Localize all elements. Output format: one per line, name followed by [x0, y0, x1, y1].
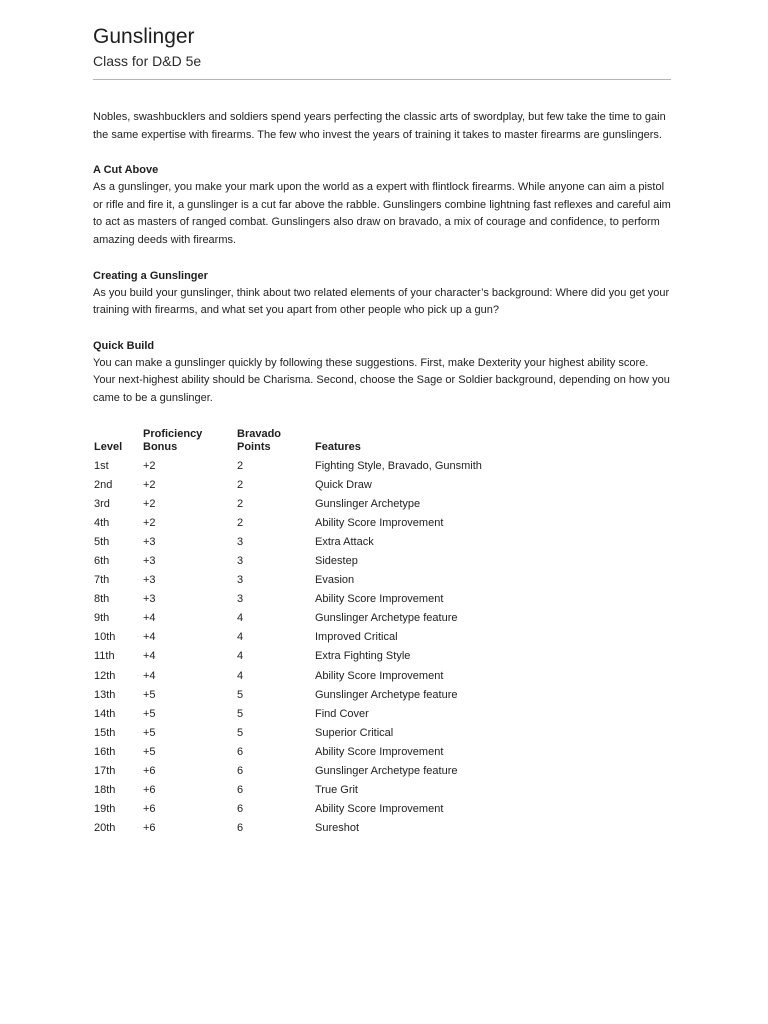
- cell-proficiency-bonus: +6: [143, 803, 156, 816]
- table-row: [93, 647, 615, 666]
- cell-level: 19th: [94, 803, 116, 816]
- cell-bravado-points: 5: [237, 688, 244, 701]
- cell-features: Gunslinger Archetype feature: [315, 765, 458, 778]
- cell-level: 10th: [94, 631, 116, 644]
- cell-proficiency-bonus: +5: [143, 726, 156, 739]
- table-row: [93, 743, 615, 762]
- cell-proficiency-bonus: +5: [143, 707, 156, 720]
- cell-proficiency-bonus: +2: [143, 459, 156, 472]
- column-header-bravado-points: Bravado Points: [237, 427, 282, 454]
- gunslinger-level-table: [93, 428, 615, 839]
- table-row: [93, 609, 615, 628]
- cell-features: Gunslinger Archetype: [315, 497, 421, 510]
- cell-proficiency-bonus: +6: [143, 765, 156, 778]
- column-header-proficiency-bonus: Proficiency Bonus: [143, 427, 203, 454]
- cell-proficiency-bonus: +3: [143, 574, 156, 587]
- table-header-row: [93, 428, 615, 457]
- cell-level: 6th: [94, 555, 110, 567]
- cell-features: Gunslinger Archetype feature: [315, 688, 458, 701]
- table-row: [93, 571, 615, 590]
- cell-proficiency-bonus: +5: [143, 688, 156, 701]
- column-header-level: Level: [94, 441, 123, 454]
- cell-level: 7th: [94, 574, 110, 587]
- cell-proficiency-bonus: +4: [143, 631, 156, 644]
- page-title: Gunslinger: [93, 25, 195, 48]
- section-heading: Creating a Gunslinger: [93, 269, 208, 282]
- cell-bravado-points: 5: [237, 726, 244, 739]
- cell-features: Extra Attack: [315, 535, 374, 548]
- section-creating-a-gunslinger: [93, 268, 673, 320]
- cell-features: Ability Score Improvement: [315, 593, 444, 606]
- section-quick-build: [93, 338, 673, 408]
- cell-bravado-points: 5: [237, 707, 244, 720]
- cell-level: 4th: [94, 516, 110, 529]
- cell-bravado-points: 3: [237, 535, 244, 548]
- cell-bravado-points: 6: [237, 803, 244, 816]
- cell-features: Fighting Style, Bravado, Gunsmith: [315, 459, 482, 472]
- table-row: [93, 628, 615, 647]
- table-row: [93, 819, 615, 838]
- cell-bravado-points: 4: [237, 669, 244, 682]
- cell-level: 2nd: [94, 478, 113, 491]
- cell-proficiency-bonus: +3: [143, 593, 156, 606]
- cell-level: 3rd: [94, 497, 110, 510]
- cell-features: Sidestep: [315, 555, 358, 567]
- cell-bravado-points: 3: [237, 555, 244, 567]
- cell-proficiency-bonus: +6: [143, 822, 156, 835]
- cell-bravado-points: 6: [237, 784, 244, 797]
- cell-proficiency-bonus: +3: [143, 535, 156, 548]
- table-row: [93, 800, 615, 819]
- cell-level: 11th: [94, 650, 115, 663]
- table-row: [93, 686, 615, 705]
- cell-level: 16th: [94, 745, 116, 758]
- title-divider: [93, 79, 671, 80]
- cell-features: Ability Score Improvement: [315, 803, 444, 816]
- cell-features: Ability Score Improvement: [315, 745, 444, 758]
- cell-bravado-points: 6: [237, 822, 244, 835]
- table-row: [93, 724, 615, 743]
- cell-bravado-points: 2: [237, 478, 244, 491]
- table-row: [93, 476, 615, 495]
- cell-level: 14th: [94, 707, 116, 720]
- table-row: [93, 590, 615, 609]
- table-row: [93, 514, 615, 533]
- cell-proficiency-bonus: +4: [143, 650, 156, 663]
- section-heading: A Cut Above: [93, 164, 159, 177]
- cell-proficiency-bonus: +4: [143, 669, 156, 682]
- cell-level: 8th: [94, 593, 110, 606]
- cell-bravado-points: 6: [237, 745, 244, 758]
- cell-features: Find Cover: [315, 707, 369, 720]
- section-text: As a gunslinger, you make your mark upon the world as a expert with flintlock firearms. While anyone can aim a pistol or rifle and fire it, a gunslinger is a cut far above the rabble. Gunslingers combine lightning fast reflexes and careful aim to act as masters of ranged combat. Gunslingers also draw on bravado, a mix of courage and confidence, to perform amazing deeds with firearms.: [93, 181, 671, 246]
- section-heading: Quick Build: [93, 339, 155, 352]
- cell-features: Quick Draw: [315, 478, 372, 491]
- cell-features: Extra Fighting Style: [315, 650, 411, 663]
- section-text: As you build your gunslinger, think about two related elements of your character’s background: Where did you get your training with firearms, and what set you apart from other people who pick up a gun?: [93, 286, 670, 317]
- cell-proficiency-bonus: +5: [143, 745, 156, 758]
- cell-proficiency-bonus: +3: [143, 555, 156, 567]
- cell-bravado-points: 4: [237, 612, 244, 625]
- table-body: [93, 457, 615, 839]
- column-header-features: Features: [315, 441, 361, 454]
- cell-proficiency-bonus: +2: [143, 516, 156, 529]
- cell-features: True Grit: [315, 784, 358, 797]
- section-text: You can make a gunslinger quickly by following these suggestions. First, make Dexterity your highest ability score. Your next-highest ability should be Charisma. Second, choose the Sage or Soldier background, depending on how you came to be a gunslinger.: [93, 356, 670, 404]
- cell-level: 5th: [94, 535, 110, 548]
- cell-features: Sureshot: [315, 822, 360, 835]
- cell-bravado-points: 2: [237, 497, 244, 510]
- cell-level: 9th: [94, 612, 110, 625]
- cell-proficiency-bonus: +2: [143, 478, 156, 491]
- document-page: [93, 24, 673, 838]
- cell-bravado-points: 3: [237, 574, 244, 587]
- table-row: [93, 457, 615, 476]
- table-row: [93, 762, 615, 781]
- intro-paragraph: Nobles, swashbucklers and soldiers spend years perfecting the classic arts of swordplay, but few take the time to gain the same expertise with firearms. The few who invest the years of training it takes to master firearms are gunslingers.: [93, 111, 666, 141]
- table-row: [93, 667, 615, 686]
- cell-bravado-points: 6: [237, 765, 244, 778]
- cell-level: 13th: [94, 688, 116, 701]
- cell-features: Superior Critical: [315, 726, 394, 739]
- cell-bravado-points: 2: [237, 459, 244, 472]
- cell-bravado-points: 4: [237, 631, 244, 644]
- table-row: [93, 552, 615, 571]
- cell-level: 12th: [94, 669, 116, 682]
- cell-level: 15th: [94, 726, 116, 739]
- cell-bravado-points: 2: [237, 516, 244, 529]
- cell-proficiency-bonus: +2: [143, 497, 156, 510]
- cell-level: 17th: [94, 765, 116, 778]
- cell-features: Gunslinger Archetype feature: [315, 612, 458, 625]
- cell-bravado-points: 3: [237, 593, 244, 606]
- table-row: [93, 533, 615, 552]
- cell-bravado-points: 4: [237, 650, 244, 663]
- page-subtitle: Class for D&D 5e: [93, 53, 202, 69]
- cell-features: Ability Score Improvement: [315, 669, 444, 682]
- cell-features: Improved Critical: [315, 631, 398, 644]
- table-row: [93, 781, 615, 800]
- table-row: [93, 705, 615, 724]
- cell-proficiency-bonus: +6: [143, 784, 156, 797]
- cell-proficiency-bonus: +4: [143, 612, 156, 625]
- cell-level: 18th: [94, 784, 116, 797]
- cell-level: 20th: [94, 822, 116, 835]
- cell-features: Ability Score Improvement: [315, 516, 444, 529]
- cell-features: Evasion: [315, 574, 355, 587]
- cell-level: 1st: [94, 459, 109, 472]
- table-row: [93, 495, 615, 514]
- section-a-cut-above: [93, 162, 673, 249]
